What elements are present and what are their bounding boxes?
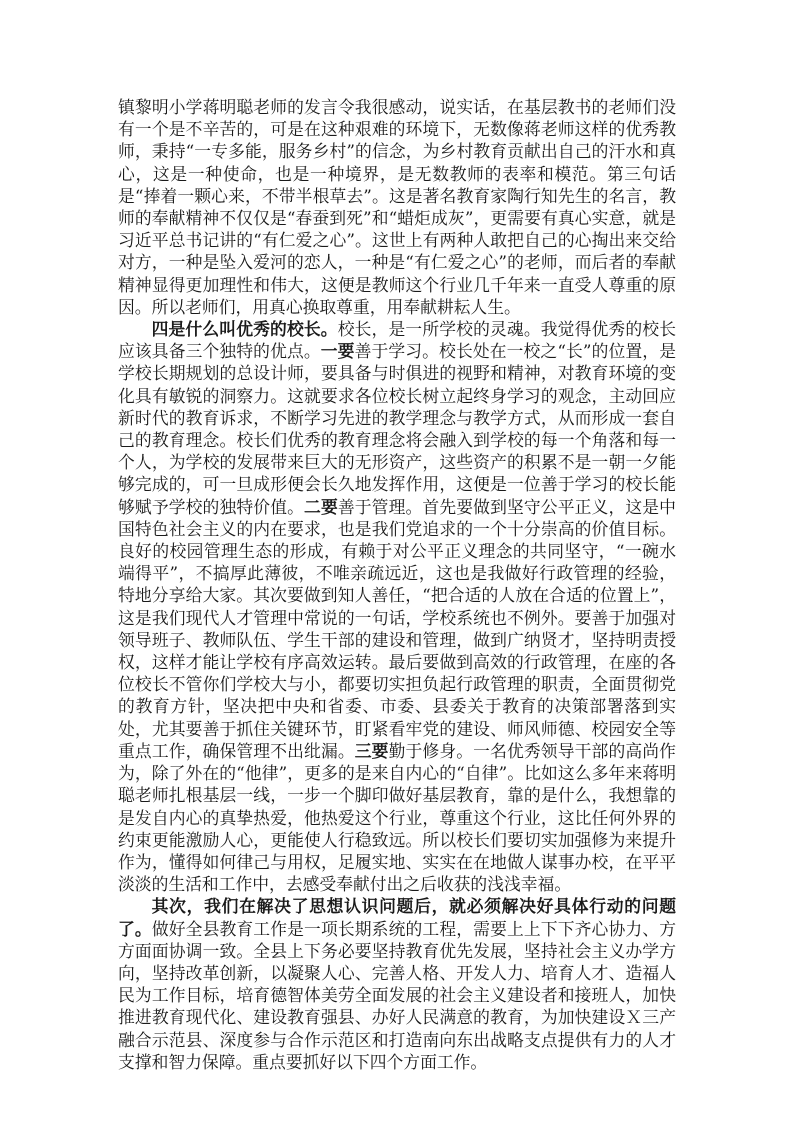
- paragraph-3-text: 做好全县教育工作是一项长期系统的工程，需要上上下下齐心协力、方方面面协调一致。全县上下务必要坚持教育优先发展，坚持社会主义办学方向，坚持改革创新，以凝聚人心、完善人格、开发人力、培育人才、造福人民为工作目标，培育德智体美劳全面发展的社会主义建设者和接班人，加快推进教育现代化、建设教育强县、办好人民满意的教育，为加快建设Ｘ三产融合示范县、深度参与合作示范区和打造南向东出战略支点提供有力的人才支撑和智力保障。重点要抓好以下四个方面工作。: [118, 918, 676, 1072]
- paragraph-1: [118, 96, 676, 318]
- paragraph-3: [118, 895, 676, 1073]
- paragraph-2-point-two: 二要: [304, 496, 338, 517]
- paragraph-3-heading: 其次，我们在解决了思想认识问题后，就必须解决好具体行动的问题了。: [118, 896, 676, 939]
- document-body: [118, 96, 676, 1073]
- paragraph-1-text: 镇黎明小学蒋明聪老师的发言令我很感动，说实话，在基层教书的老师们没有一个是不辛苦的，可是在这种艰难的环境下，无数像蒋老师这样的优秀教师，秉持“一专多能，服务乡村”的信念，为乡村教育贡献出自己的汗水和真心，这是一种使命，也是一种境界，是无数教师的表率和模范。第三句话是“捧着一颗心来，不带半根草去”。这是著名教育家陶行知先生的名言，教师的奉献精神不仅仅是“春蚕到死”和“蜡炬成灰”，更需要有真心实意，就是习近平总书记讲的“有仁爱之心”。这世上有两种人敢把自己的心掏出来交给对方，一种是坠入爱河的恋人，一种是“有仁爱之心”的老师，而后者的奉献精神显得更加理性和伟大，这便是教师这个行业几千年来一直受人尊重的原因。所以老师们，用真心换取尊重，用奉献耕耘人生。: [118, 97, 676, 317]
- paragraph-2-heading: 四是什么叫优秀的校长。: [151, 319, 338, 340]
- paragraph-2-text-b: 善于学习。校长处在一校之“长”的位置，是学校长期规划的总设计师，要具备与时俱进的视野和精神，对教育环境的变化具有敏锐的洞察力。这就要求各位校长树立起终身学习的观念，主动回应新时代的教育诉求，不断学习先进的教学理念与教学方式，从而形成一套自己的教育理念。校长们优秀的教育理念将会融入到学校的每一个角落和每一个人，为学校的发展带来巨大的无形资产，这些资产的积累不是一朝一夕能够完成的，可一旦成形便会长久地发挥作用，这便是一位善于学习的校长能够赋予学校的独特价值。: [118, 341, 676, 517]
- paragraph-2-point-three: 三要: [354, 740, 389, 761]
- paragraph-2-text-d: 勤于修身。一名优秀领导干部的高尚作为，除了外在的“他律”，更多的是来自内心的“自律”。比如这么多年来蒋明聪老师扎根基层一线，一步一个脚印做好基层教育，靠的是什么，我想靠的是发自内心的真挚热爱，他热爱这个行业，尊重这个行业，这比任何外界的约束更能激励人心，更能使人行稳致远。所以校长们要切实加强修为来提升作为，懂得如何律己与用权，足履实地、实实在在地做人谋事办校，在平平淡淡的生活和工作中，去感受奉献付出之后收获的浅浅幸福。: [118, 740, 676, 895]
- paragraph-2-text-a: 校长，是一所学校的灵魂。我觉得优秀的校长应该具备三个独特的优点。: [118, 319, 676, 362]
- paragraph-2-point-one: 一要: [320, 341, 355, 362]
- paragraph-2: [118, 318, 676, 895]
- paragraph-2-text-c: 善于管理。首先要做到坚守公平正义，这是中国特色社会主义的内在要求，也是我们党追求的一个十分崇高的价值目标。良好的校园管理生态的形成，有赖于对公平正义理念的共同坚守，“一碗水端得平”，不搞厚此薄彼，不唯亲疏远近，这也是我做好行政管理的经验，特地分享给大家。其次要做到知人善任，“把合适的人放在合适的位置上”，这是我们现代人才管理中常说的一句话，学校系统也不例外。要善于加强对领导班子、教师队伍、学生干部的建设和管理，做到广纳贤才，坚持明责授权，这样才能让学校有序高效运转。最后要做到高效的行政管理，在座的各位校长不管你们学校大与小，都要切实担负起行政管理的职责，全面贯彻党的教育方针，坚决把中央和省委、市委、县委关于教育的决策部署落到实处，尤其要善于抓住关键环节，盯紧看牢党的建设、师风师德、校园安全等重点工作，确保管理不出纰漏。: [118, 496, 676, 761]
